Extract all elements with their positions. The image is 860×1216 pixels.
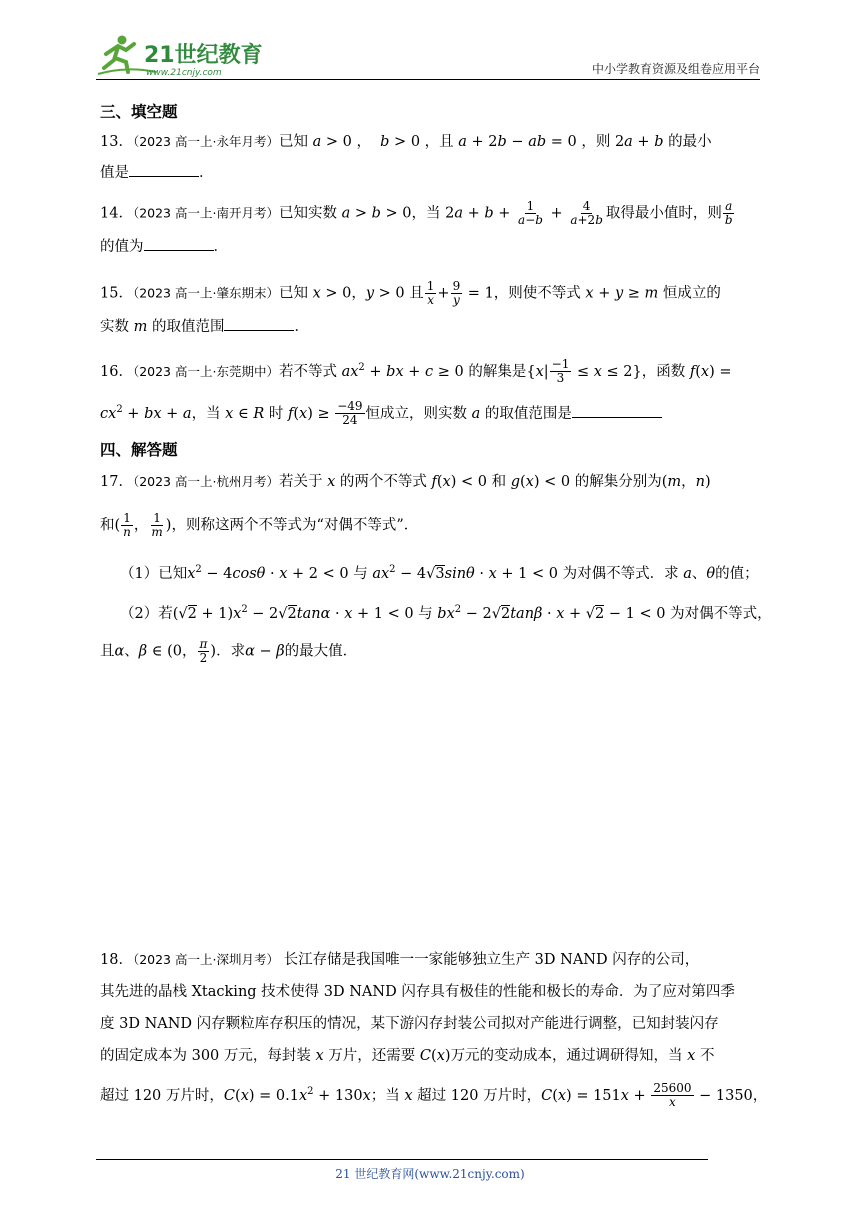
q17-part2-line2: 且α、β ∈ (0， $\frac{\pi}{2}$ )．求α − β的最大值．	[100, 637, 358, 665]
svg-text:www.21cnjy.com: www.21cnjy.com	[146, 68, 222, 78]
q17-part1: （1）已知$x^2 - 4\cos\theta \cdot x + 2 < 0$ 与 $ax^2 - 4√3\sin\theta \cdot x + 1 < 0$ 为对偶不等式．求 a、θ的值；	[120, 564, 759, 582]
page-header	[96, 32, 760, 80]
q18-line5: 超过 120 万片时，$C(x) = 0.1x^2 + 130x$；当 x 超过 120 万片时，C(x) = 151x + $\frac{25600}{x}$ − 1350，	[100, 1081, 768, 1110]
site-logo	[96, 32, 266, 78]
q18-line1: 18．（2023 高一上·深圳月考） 长江存储是我国唯一一家能够独立生产 3D NAND 闪存的公司，	[100, 952, 700, 968]
q18-line2: 其先进的晶栈 Xtacking 技术使得 3D NAND 闪存具有极佳的性能和极长的寿命．为了应对第四季	[100, 984, 735, 1000]
section-fill-title: 三、填空题	[100, 103, 178, 121]
q13-line1: 13．（2023 高一上·永年月考）已知 a > 0 ， b > 0 ，且 a + 2b − ab = 0 ，则 2a + b 的最小	[100, 134, 712, 150]
header-divider	[96, 79, 760, 80]
header-platform-text: 中小学教育资源及组卷应用平台	[591, 62, 760, 76]
footer-site-link[interactable]: 21 世纪教育网(www.21cnjy.com)	[335, 1167, 525, 1181]
q17-part2: （2）若$(√2 + 1)x^2 - 2√2\tan\alpha \cdot x + 1 < 0$ 与 $bx^2 - 2√2\tan\beta \cdot x + √2 - 1 < 0$ 为对偶不等式，	[120, 604, 772, 622]
q15-line1: 15．（2023 高一上·肇东期末）已知 x > 0，y > 0 且 $\frac{1}{x}$ + $\frac{9}{y}$ = 1，则使不等式 x + y ≥ m 恒成立的	[100, 279, 721, 307]
q14-answer-blank	[144, 236, 214, 251]
q18-line3: 度 3D NAND 闪存颗粒库存积压的情况，某下游闪存封装公司拟对产能进行调整，已知封装闪存	[100, 1016, 719, 1032]
q17-line1: 17．（2023 高一上·杭州月考）若关于 x 的两个不等式 f(x) < 0 和 g(x) < 0 的解集分别为(m，n)	[100, 474, 711, 490]
q15-answer-blank	[224, 316, 294, 331]
section-solve-title: 四、解答题	[100, 441, 178, 459]
q16-line2: $cx^2$ + bx + a，当 x ∈ R 时 f(x) ≥ $\frac{-49}{24}$ 恒成立，则实数 a 的取值范围是	[100, 400, 662, 427]
q15-line2: 实数 m 的取值范围 ．	[100, 316, 309, 337]
q13-line2: 值是 ．	[100, 162, 214, 183]
q16-answer-blank	[572, 403, 662, 418]
q18-line4: 的固定成本为 300 万元，每封装 x 万片，还需要 C(x)万元的变动成本，通过调研得知，当 x 不	[100, 1048, 715, 1064]
q14-line2: 的值为 ．	[100, 236, 228, 257]
q14-line1: 14．（2023 高一上·南开月考）已知实数 a > b > 0，当 2a + b + $\frac{1}{a-b}$ + $\frac{4}{a+2b}$ 取得最小值时，则 $\frac{a}{b}$	[100, 199, 733, 227]
footer-divider	[96, 1159, 708, 1160]
q17-line2: 和( $\frac{1}{n}$ ， $\frac{1}{m}$ )，则称这两个不等式为“对偶不等式”．	[100, 511, 419, 539]
q16-line1: 16．（2023 高一上·东莞期中）若不等式 $ax^2$ + bx + c ≥ 0 的解集是{x| $\frac{-1}{3}$ ≤ x ≤ 2}，函数 f(x) =	[100, 357, 732, 386]
q13-answer-blank	[129, 162, 199, 177]
svg-text:21世纪教育: 21世纪教育	[144, 43, 263, 68]
